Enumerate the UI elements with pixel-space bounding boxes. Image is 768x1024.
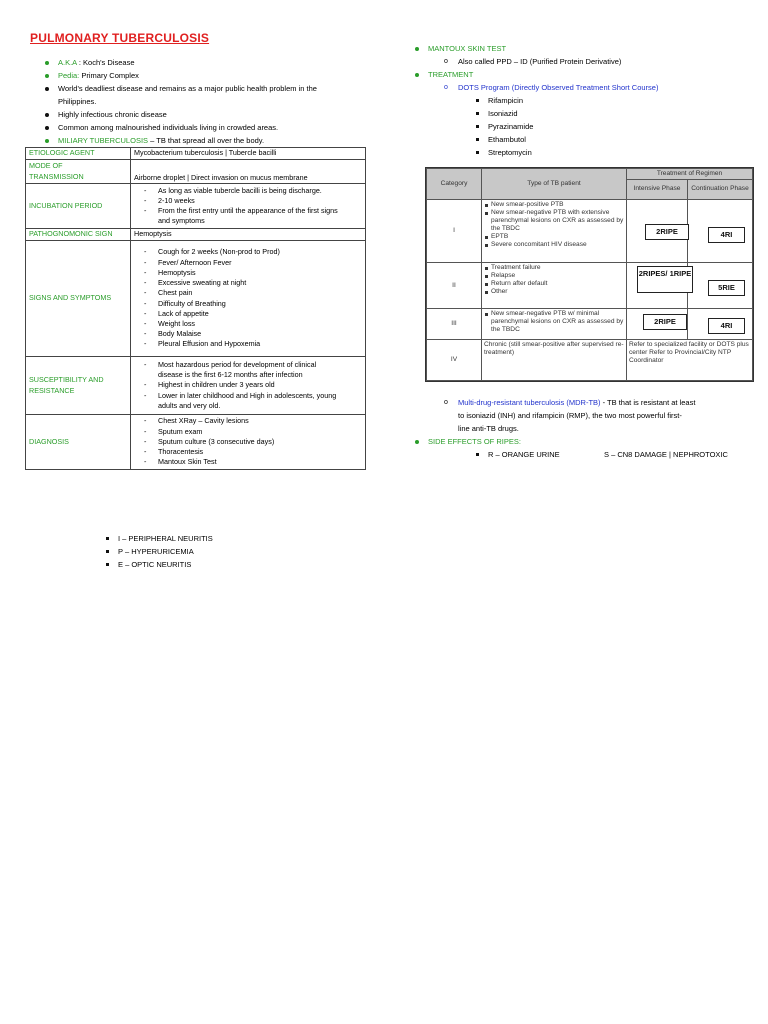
- regimen-type-header: Type of TB patient: [482, 169, 627, 200]
- list-item: I – PERIPHERAL NEURITIS: [118, 532, 318, 545]
- regimen-type-3: New smear-negative PTB w/ minimal parenchymal lesions on CXR as assessed by the TBDC: [482, 309, 627, 340]
- regimen-box-intensive-1: 2RIPE: [645, 224, 689, 240]
- list-item: Ethambutol: [488, 133, 688, 146]
- transmission-value: Airborne droplet | Direct invasion on mucus membrane: [131, 160, 366, 184]
- regimen-type-1: New smear-positive PTB New smear-negative PTB with extensive parenchymal lesions on CXR as assessed by the TBDC EPTB Severe concomitant HIV disease: [482, 199, 627, 262]
- regimen-box-continuation-1: 4RI: [708, 227, 745, 243]
- treatment-heading: TREATMENT: [428, 68, 748, 81]
- etiologic-label: ETIOLOGIC AGENT: [26, 148, 131, 160]
- list-item: World's deadliest disease and remains as a major public health problem in the Philippines.: [58, 82, 358, 108]
- mdr-label: Multi-drug-resistant tuberculosis (MDR-TB): [458, 398, 601, 407]
- susceptibility-value: - Most hazardous period for development of clinical disease is the first 6-12 months after infection - Highest in children under 3 years old - Lower in later childhood and High in adolescents, young adults and very old.: [131, 357, 366, 415]
- treatment-list: [428, 68, 748, 81]
- regimen-type-2: Treatment failure Relapse Return after default Other: [482, 263, 627, 309]
- list-item: Common among malnourished individuals living in crowded areas.: [58, 121, 358, 134]
- list-item: Pyrazinamide: [488, 120, 688, 133]
- incubation-value: - As long as viable tubercle bacilli is being discharge. - 2-10 weeks - From the first entry until the appearance of the first signs and symptoms: [131, 184, 366, 229]
- side-effects-lower-list: [118, 532, 318, 571]
- regimen-intensive-header: Intensive Phase: [627, 180, 688, 199]
- mdr-item: o Multi-drug-resistant tuberculosis (MDR-TB) - TB that is resistant at least to isoniazid (INH) and rifampicin (RMP), the two most powerful first- line anti-TB drugs.: [458, 396, 752, 435]
- side-effects-heading: SIDE EFFECTS OF RIPES:: [428, 435, 748, 448]
- mantoux-sub-list: [458, 55, 758, 68]
- list-item: P – HYPERURICEMIA: [118, 545, 318, 558]
- list-item: Rifampicin: [488, 94, 688, 107]
- regimen-referral-4: Refer to specialized facility or DOTS plus center Refer to Provincial/City NTP Coordinator: [627, 340, 753, 381]
- side-effects-heading-list: [428, 435, 748, 448]
- mdr-list: [458, 396, 752, 435]
- signs-value: - Cough for 2 weeks (Non-prod to Prod) - Fever/ Afternoon Fever - Hemoptysis - Excessive sweating at night - Chest pain - Difficulty of Breathing - Lack of appetite - Weight loss - Body Malaise - Pleural Effusion and Hypoxemia: [131, 241, 366, 357]
- dots-list: [458, 81, 758, 94]
- list-item: Streptomycin: [488, 146, 688, 159]
- susceptibility-label: SUSCEPTIBILITY AND RESISTANCE: [26, 357, 131, 415]
- list-item: MILIARY TUBERCULOSIS – TB that spread all over the body.: [58, 134, 358, 147]
- right-top-list: [428, 42, 748, 55]
- regimen-continuation-header: Continuation Phase: [688, 180, 753, 199]
- list-item: Pedia: Primary Complex: [58, 69, 358, 82]
- pathognomonic-value: Hemoptysis: [131, 229, 366, 241]
- pathognomonic-label: PATHOGNOMONIC SIGN: [26, 229, 131, 241]
- side-effects-row: [488, 448, 758, 461]
- diagnosis-value: - Chest XRay – Cavity lesions - Sputum exam - Sputum culture (3 consecutive days) - Thoracentesis - Mantoux Skin Test: [131, 415, 366, 470]
- regimen-cat-4: IV: [427, 340, 482, 381]
- signs-label: SIGNS AND SYMPTOMS: [26, 241, 131, 357]
- regimen-table: [425, 167, 754, 382]
- etiologic-value: Mycobacterium tuberculosis | Tubercle bacilli: [131, 148, 366, 160]
- regimen-box-continuation-3: 4RI: [708, 318, 745, 334]
- regimen-cat-3: III: [427, 309, 482, 340]
- transmission-label: MODE OF TRANSMISSION: [26, 160, 131, 184]
- s-effect: S – CN8 DAMAGE | NEPHROTOXIC: [604, 450, 728, 459]
- tb-info-table: [25, 147, 366, 470]
- page-title: PULMONARY TUBERCULOSIS: [30, 31, 210, 45]
- regimen-type-4: Chronic (still smear-positive after supervised re-treatment): [482, 340, 627, 381]
- mantoux-heading: MANTOUX SKIN TEST: [428, 42, 748, 55]
- intro-list: [58, 56, 358, 147]
- regimen-box-intensive-3: 2RIPE: [643, 314, 687, 330]
- list-item: Isoniazid: [488, 107, 688, 120]
- regimen-category-header: Category: [427, 169, 482, 200]
- list-item: Highly infectious chronic disease: [58, 108, 358, 121]
- regimen-cat-1: I: [427, 199, 482, 262]
- incubation-label: INCUBATION PERIOD: [26, 184, 131, 229]
- diagnosis-label: DIAGNOSIS: [26, 415, 131, 470]
- dots-heading: o DOTS Program (Directly Observed Treatment Short Course): [458, 81, 758, 94]
- drug-list: [488, 94, 688, 159]
- mantoux-sub: o Also called PPD – ID (Purified Protein Derivative): [458, 55, 758, 68]
- regimen-treatment-header: Treatment of Regimen: [627, 169, 753, 180]
- list-item: E – OPTIC NEURITIS: [118, 558, 318, 571]
- regimen-box-continuation-2: 5RIE: [708, 280, 745, 296]
- list-item: A.K.A : Koch's Disease: [58, 56, 358, 69]
- regimen-box-intensive-2: 2RIPES/ 1RIPE: [637, 266, 693, 293]
- list-item: R – ORANGE URINE: [488, 448, 758, 461]
- regimen-cat-2: II: [427, 263, 482, 309]
